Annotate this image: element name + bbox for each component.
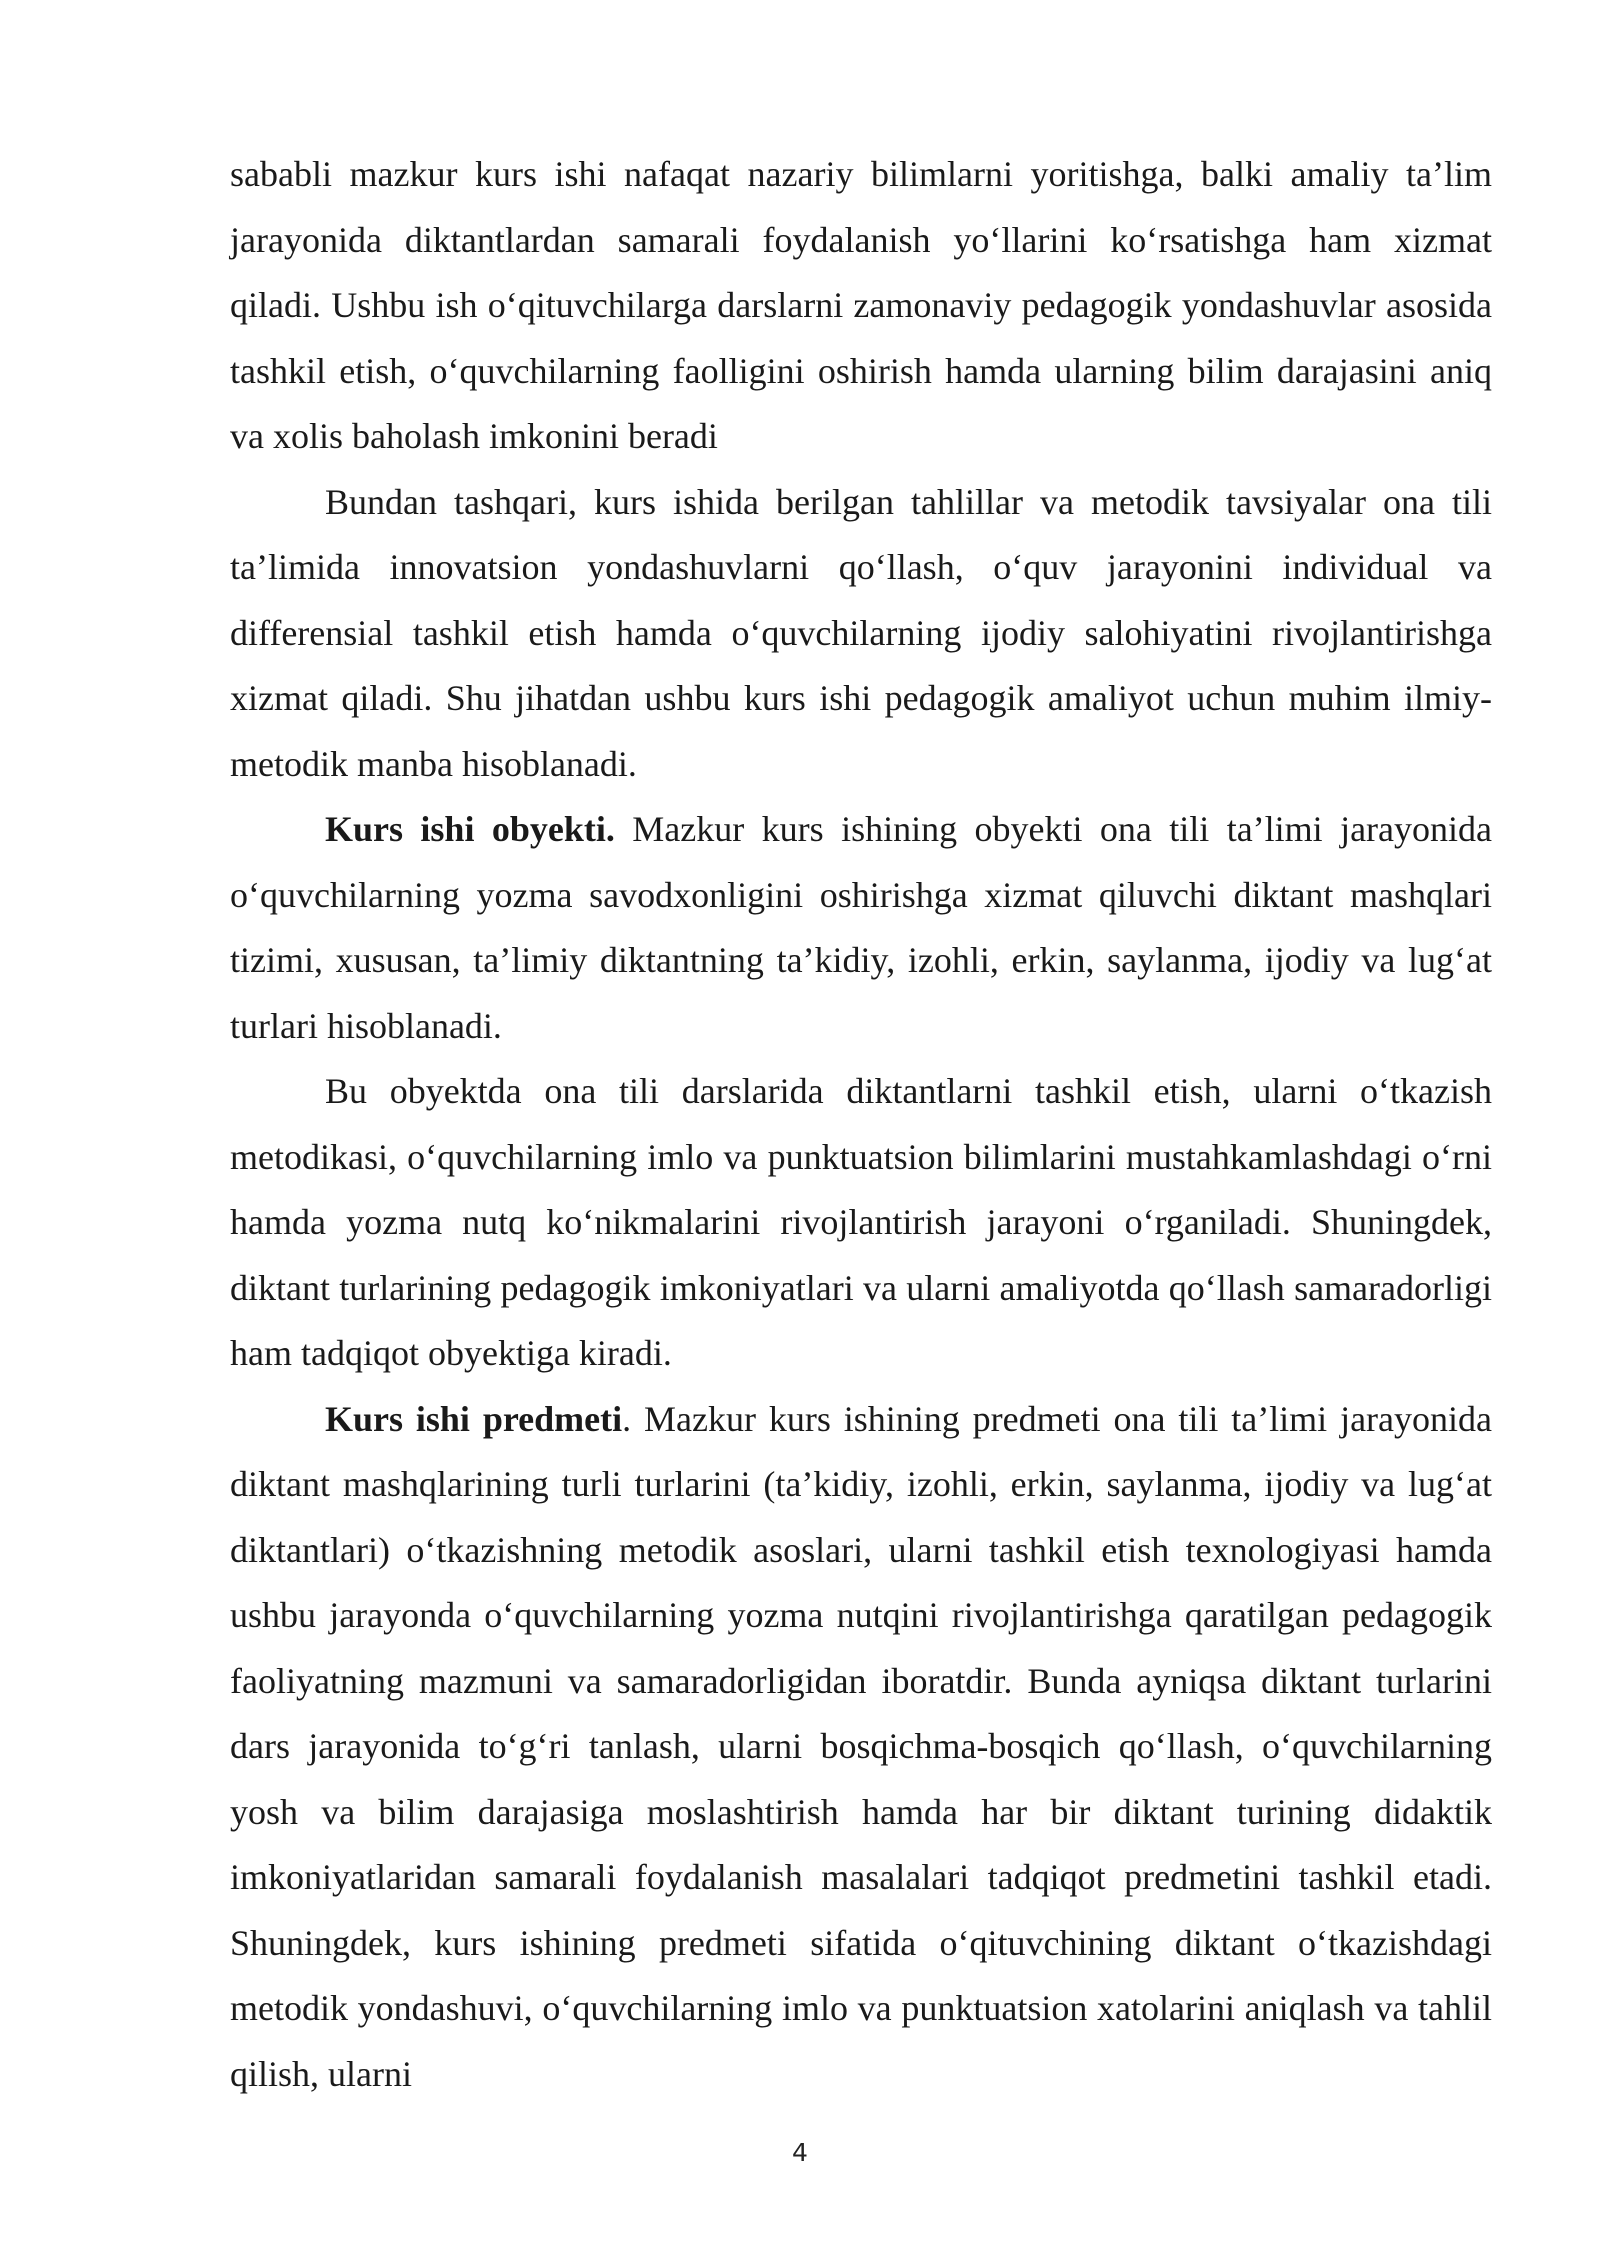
section-heading-object: Kurs ishi obyekti.	[325, 809, 615, 849]
paragraph-object-details	[230, 1059, 1492, 1387]
paragraph-object	[230, 797, 1492, 1059]
paragraph-subject	[230, 1387, 1492, 2108]
section-heading-subject: Kurs ishi predmeti	[325, 1398, 623, 1439]
page-number: 4	[792, 2138, 808, 2167]
paragraph-text: sababli mazkur kurs ishi nafaqat nazariy bilimlarni yoritishga, balki amaliy ta’lim jarayonida diktantlardan samarali foydalanish yo‘llarini ko‘rsatishga ham xizmat qiladi. Ushbu ish o‘qituvchilarga darslarni zamonaviy pedagogik yondashuvlar asosida tashkil etish, o‘quvchilarning faolligini oshirish hamda ularning bilim darajasini aniq va xolis baholash imkonini beradi	[230, 154, 1492, 456]
paragraph-text: Bu obyektda ona tili darslarida diktantlarni tashkil etish, ularni o‘tkazish metodikasi, o‘quvchilarning imlo va punktuatsion bilimlarini mustahkamlashdagi o‘rni hamda yozma nutq ko‘nikmalarini rivojlantirish jarayoni o‘rganiladi. Shuningdek, diktant turlarining pedagogik imkoniyatlari va ularni amaliyotda qo‘llash samaradorligi ham tadqiqot obyektiga kiradi.	[230, 1071, 1492, 1373]
paragraph-intro-continuation	[230, 142, 1492, 470]
paragraph-text: Mazkur kurs ishining obyekti ona tili ta’limi jarayonida o‘quvchilarning yozma savodxonligini oshirishga xizmat qiluvchi diktant mashqlari tizimi, xususan, ta’limiy diktantning ta’kidiy, izohli, erkin, saylanma, ijodiy va lug‘at turlari hisoblanadi.	[230, 809, 1493, 1046]
paragraph-text: Bundan tashqari, kurs ishida berilgan tahlillar va metodik tavsiyalar ona tili ta’limida innovatsion yondashuvlarni qo‘llash, o‘quv jarayonini individual va differensial tashkil etish hamda o‘quvchilarning ijodiy salohiyatini rivojlantirishga xizmat qiladi. Shu jihatdan ushbu kurs ishi pedagogik amaliyot uchun muhim ilmiy-metodik manba hisoblanadi.	[230, 481, 1492, 784]
paragraph-text: . Mazkur kurs ishining predmeti ona tili ta’limi jarayonida diktant mashqlarining turli turlarini (ta’kidiy, izohli, erkin, saylanma, ijodiy va lug‘at diktantlari) o‘tkazishning metodik asoslari, ularni tashkil etish texnologiyasi hamda ushbu jarayonda o‘quvchilarning yozma nutqini rivojlantirishga qaratilgan pedagogik faoliyatning mazmuni va samaradorligidan iboratdir. Bunda ayniqsa diktant turlarini dars jarayonida to‘g‘ri tanlash, ularni bosqichma-bosqich qo‘llash, o‘quvchilarning yosh va bilim darajasiga moslashtirish hamda har bir diktant turining didaktik imkoniyatlaridan samarali foydalanish masalalari tadqiqot predmetini tashkil etadi. Shuningdek, kurs ishining predmeti sifatida o‘qituvchining diktant o‘tkazishdagi metodik yondashuvi, o‘quvchilarning imlo va punktuatsion xatolarini aniqlash va tahlil qilish, ularni	[230, 1398, 1492, 2094]
paragraph-additional	[230, 470, 1492, 798]
document-page	[230, 142, 1492, 2107]
